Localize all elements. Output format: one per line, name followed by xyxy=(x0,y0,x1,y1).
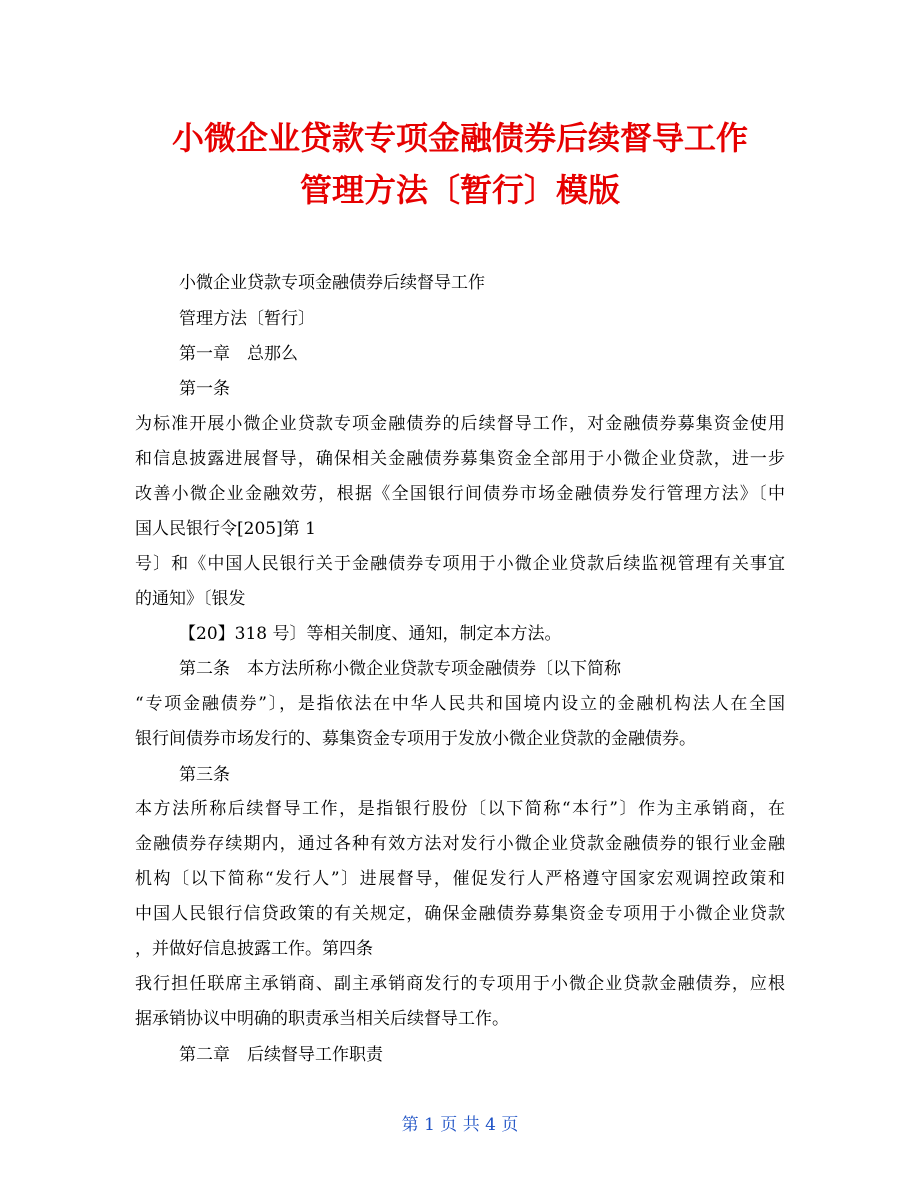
body-text-line: 银行间债券市场发行的、募集资金专项用于发放小微企业贷款的金融债券。 xyxy=(135,729,696,749)
body-text-line: 金融债券存续期内，通过各种有效方法对发行小微企业贷款金融债券的银行业金融 xyxy=(135,834,785,854)
article-heading: 第二条 本方法所称小微企业贷款专项金融债券〔以下简称 xyxy=(179,659,621,679)
body-text-line: 国人民银行令[205]第 1 xyxy=(135,519,316,539)
body-text-line: 机构〔以下简称“发行人”〕进展督导，催促发行人严格遵守国家宏观调控政策和 xyxy=(135,869,785,889)
body-text-line: 我行担任联席主承销商、副主承销商发行的专项用于小微企业贷款金融债券，应根 xyxy=(135,974,785,994)
body-text-line: “专项金融债券”〕，是指依法在中华人民共和国境内设立的金融机构法人在全国 xyxy=(135,694,785,714)
body-text-line: 本方法所称后续督导工作，是指银行股份〔以下简称“本行”〕作为主承销商，在 xyxy=(135,799,785,819)
body-text-line: 的通知》〔银发 xyxy=(135,589,246,609)
body-text-line: 号〕和《中国人民银行关于金融债券专项用于小微企业贷款后续监视管理有关事宜 xyxy=(135,554,785,574)
body-text-line: 为标准开展小微企业贷款专项金融债券的后续督导工作，对金融债券募集资金使用 xyxy=(135,414,785,434)
paragraph-heading: 管理方法〔暂行〕 xyxy=(179,309,315,329)
body-text-line: 【20】318 号〕等相关制度、通知，制定本方法。 xyxy=(179,624,562,644)
page-number-footer: 第 1 页 共 4 页 xyxy=(401,1115,519,1135)
chapter-heading: 第一章 总那么 xyxy=(179,344,298,364)
document-title-line-2: 管理方法〔暂行〕模版 xyxy=(299,171,620,209)
body-text-line: 据承销协议中明确的职责承当相关后续督导工作。 xyxy=(135,1009,509,1029)
chapter-heading: 第二章 后续督导工作职责 xyxy=(179,1045,383,1065)
body-text-line: 中国人民银行信贷政策的有关规定，确保金融债券募集资金专项用于小微企业贷款 xyxy=(135,904,785,924)
body-text-line: ，并做好信息披露工作。第四条 xyxy=(135,939,373,959)
paragraph-heading: 小微企业贷款专项金融债券后续督导工作 xyxy=(179,273,485,293)
article-heading: 第三条 xyxy=(179,765,230,785)
body-text-line: 改善小微企业金融效劳，根据《全国银行间债券市场金融债券发行管理方法》〔中 xyxy=(135,484,785,504)
body-text-line: 和信息披露进展督导，确保相关金融债券募集资金全部用于小微企业贷款，进一步 xyxy=(135,449,785,469)
article-heading: 第一条 xyxy=(179,379,230,399)
document-title-line-1: 小微企业贷款专项金融债券后续督导工作 xyxy=(171,119,748,157)
